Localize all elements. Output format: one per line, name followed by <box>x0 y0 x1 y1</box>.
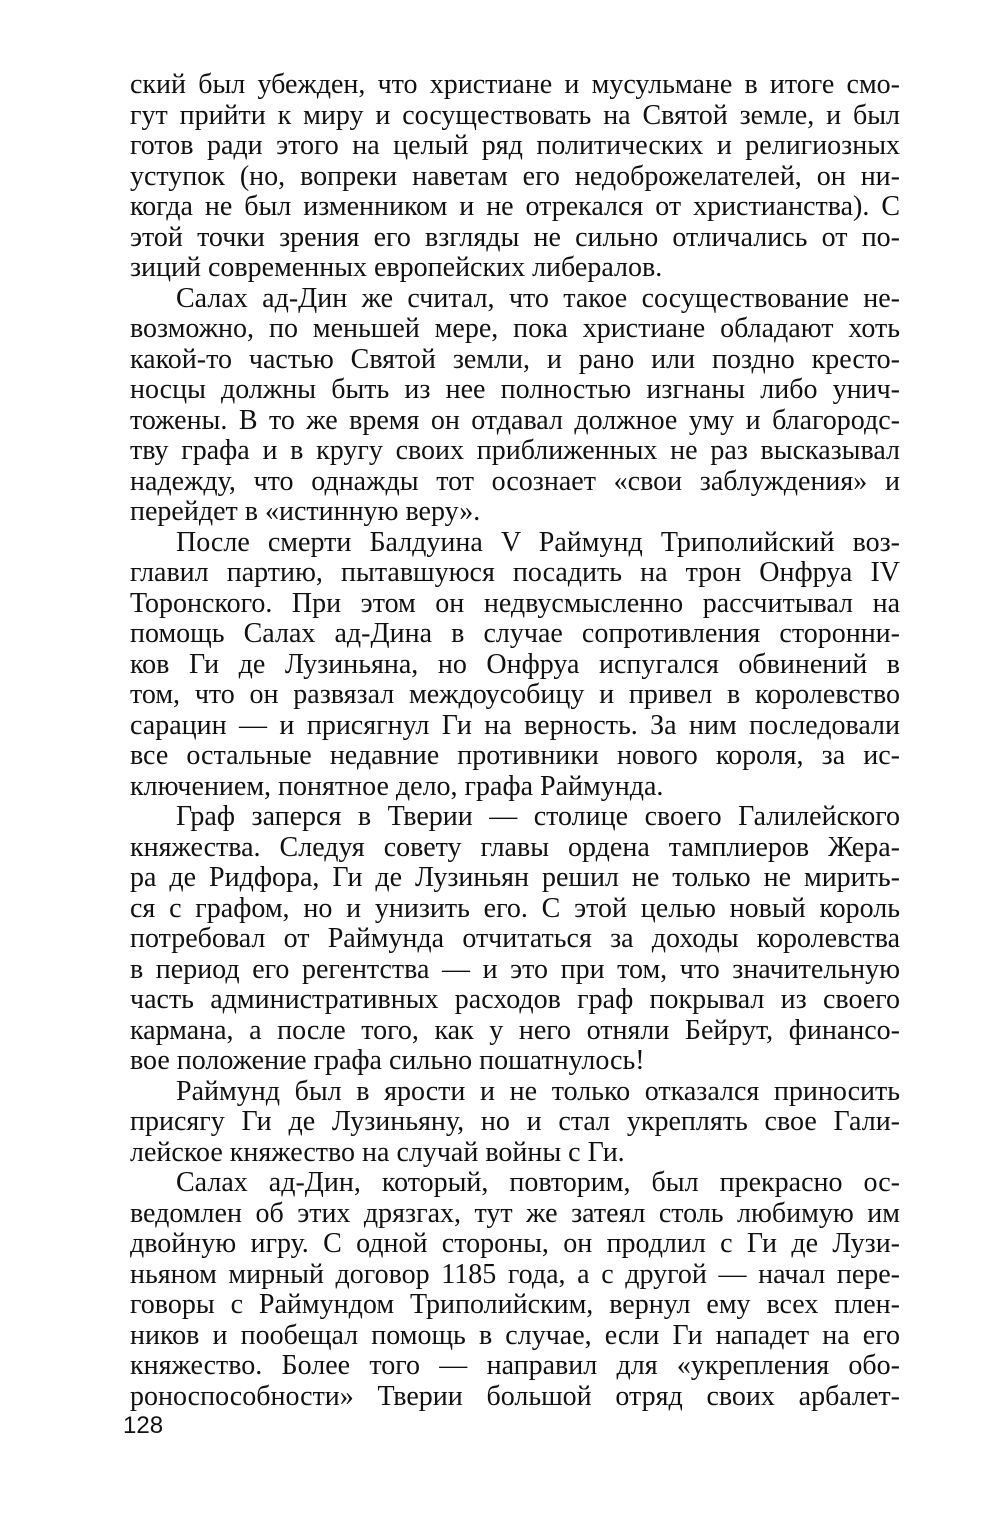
text-line: Салах ад-Дин же считал, что такое сосуществование не- <box>176 282 900 314</box>
text-line: ключением, понятное дело, графа Раймунда. <box>130 770 664 802</box>
paragraph <box>130 284 900 528</box>
text-line: вое положение графа сильно пошатнулось! <box>130 1045 645 1076</box>
text-line: ра де Ридфора, Ги де Лузиньян решил не только не мирить- <box>130 862 900 893</box>
text-line: Салах ад-Дин, который, повторим, был прекрасно ос- <box>176 1167 900 1198</box>
text-line: ков Ги де Лузиньяна, но Онфруа испугался обвинений в <box>130 648 900 680</box>
paragraph <box>130 1077 900 1169</box>
text-line: ся с графом, но и унизить его. С этой целью новый король <box>130 892 900 924</box>
text-line: роноспособности» Тверии большой отряд своих арбалет- <box>130 1380 900 1412</box>
page-text <box>130 70 900 1412</box>
text-line: уступок (но, вопреки наветам его недоброжелателей, он ни- <box>130 160 900 192</box>
text-line: сарацин — и присягнул Ги на верность. За ним последовали <box>130 709 900 741</box>
text-line: княжество. Более того — направил для «укрепления обо- <box>130 1350 900 1381</box>
text-line: перейдет в «истинную веру». <box>130 496 481 527</box>
text-line: часть административных расходов граф покрывал из своего <box>130 984 900 1015</box>
text-line: зиций современных европейских либералов. <box>130 252 663 283</box>
text-line: этой точки зрения его взгляды не сильно отличались от по- <box>130 221 900 253</box>
text-line: возможно, по меньшей мере, пока христиане обладают хоть <box>130 313 900 344</box>
text-line: все остальные недавние противники нового короля, за ис- <box>130 740 900 771</box>
text-line: После смерти Балдуина V Раймунд Триполийский воз- <box>176 526 900 558</box>
paragraph <box>130 1168 900 1412</box>
text-line: помощь Салах ад-Дина в случае сопротивления сторонни- <box>130 618 900 649</box>
text-line: кармана, а после того, как у него отняли Бейрут, финансо- <box>130 1014 900 1046</box>
text-line: двойную игру. С одной стороны, он продлил с Ги де Лузи- <box>130 1228 900 1259</box>
paragraph <box>130 70 900 284</box>
text-line: княжества. Следуя совету главы ордена тамплиеров Жера- <box>130 831 900 863</box>
text-line: ньяном мирный договор 1185 года, а с другой — начал пере- <box>130 1258 900 1290</box>
text-line: гут прийти к миру и сосуществовать на Святой земле, и был <box>130 99 900 131</box>
text-line: тожены. В то же время он отдавал должное уму и благородс- <box>130 404 900 436</box>
text-line: Граф заперся в Тверии — столице своего Галилейского <box>176 801 900 832</box>
text-line: ский был убежден, что христиане и мусульмане в итоге смо- <box>130 69 900 100</box>
text-line: потребовал от Раймунда отчитаться за доходы королевства <box>130 923 900 954</box>
text-line: надежду, что однажды тот осознает «свои заблуждения» и <box>130 465 900 497</box>
text-line: ников и пообещал помощь в случае, если Ги нападет на его <box>130 1319 900 1351</box>
text-line: Торонского. При этом он недвусмысленно рассчитывал на <box>130 587 900 619</box>
text-line: тву графа и в кругу своих приближенных не раз высказывал <box>130 435 900 466</box>
text-line: готов ради этого на целый ряд политических и религиозных <box>130 130 900 161</box>
text-line: главил партию, пытавшуюся посадить на трон Онфруа IV <box>130 557 900 588</box>
text-line: том, что он развязал междоусобицу и привел в королевство <box>130 679 900 710</box>
text-line: Раймунд был в ярости и не только отказался приносить <box>176 1075 900 1107</box>
paragraph <box>130 528 900 803</box>
text-line: какой-то частью Святой земли, и рано или поздно кресто- <box>130 343 900 375</box>
text-line: ведомлен об этих дрязгах, тут же затеял столь любимую им <box>130 1197 900 1229</box>
text-line: в период его регентства — и это при том, что значительную <box>130 953 900 985</box>
text-line: присягу Ги де Лузиньяну, но и стал укреплять свое Гали- <box>130 1106 900 1137</box>
text-line: когда не был изменником и не отрекался от христианства). С <box>130 191 900 222</box>
text-line: носцы должны быть из нее полностью изгнаны либо унич- <box>130 374 900 405</box>
page-number: 128 <box>123 1412 164 1439</box>
text-line: говоры с Раймундом Триполийским, вернул ему всех плен- <box>130 1289 900 1320</box>
text-line: лейское княжество на случай войны с Ги. <box>130 1136 625 1168</box>
paragraph <box>130 802 900 1077</box>
